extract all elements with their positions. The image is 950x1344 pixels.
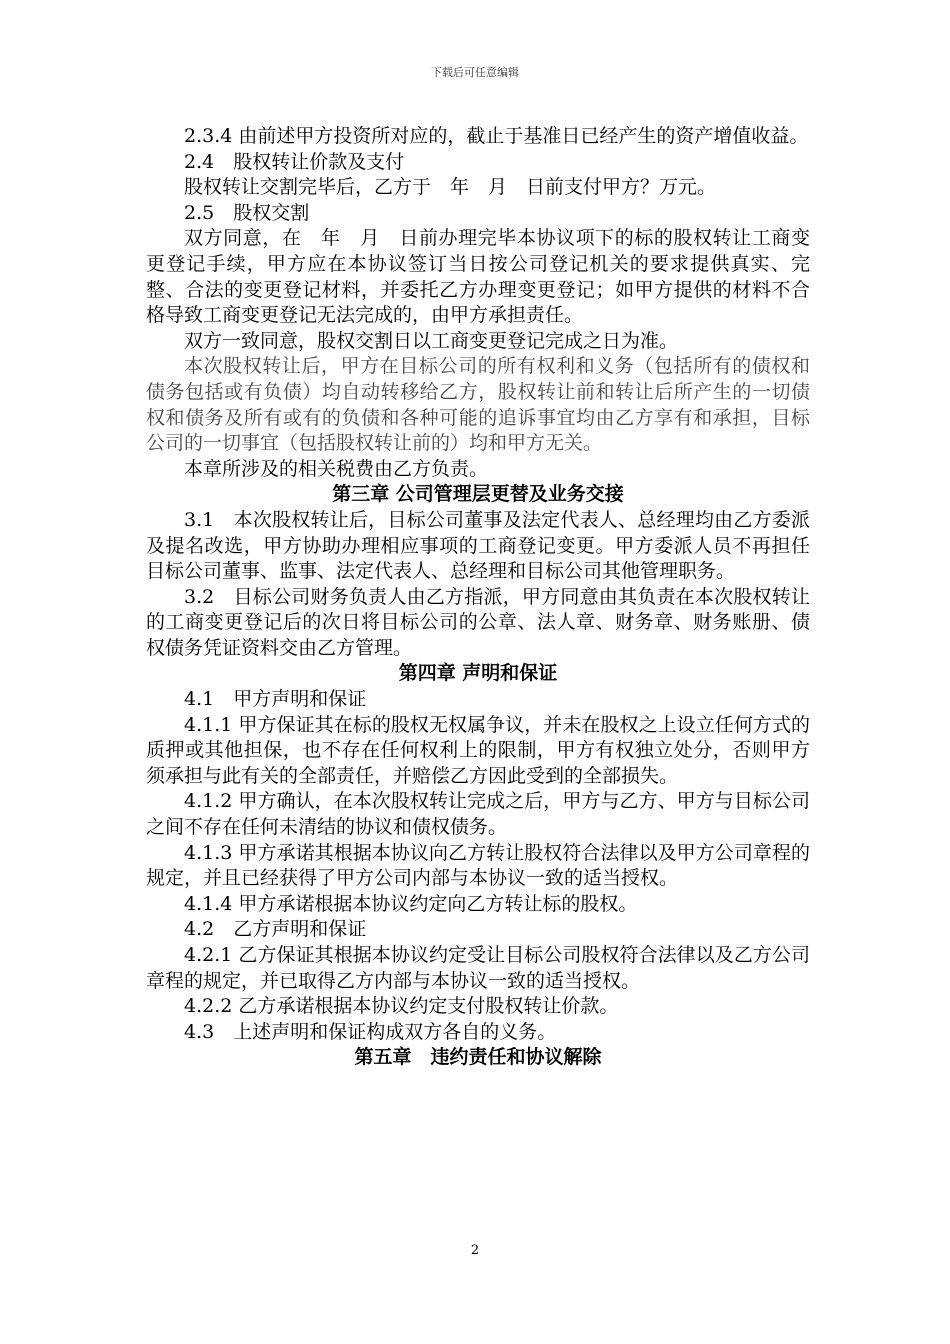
chapter-heading: 第三章 公司管理层更替及业务交接: [332, 483, 624, 506]
paragraph: 4.2.1 乙方保证其根据本协议约定受让目标公司股权符合法律以及乙方公司章程的规定，并已取得乙方内部与本协议一致的适当授权。: [146, 944, 810, 992]
paragraph: 2.3.4 由前述甲方投资所对应的，截止于基准日已经产生的资产增值收益。: [184, 125, 809, 147]
chapter-heading: 第五章 违约责任和协议解除: [354, 1046, 602, 1069]
paragraph: 2.5 股权交割: [184, 201, 310, 224]
paragraph: 4.1.2 甲方确认，在本次股权转让完成之后，甲方与乙方、甲方与目标公司之间不存在任何未清结的协议和债权债务。: [146, 790, 810, 839]
paragraph: 4.2 乙方声明和保证: [184, 918, 367, 941]
paragraph: 股权转让交割完毕后，乙方于 年 月 日前支付甲方？万元。: [184, 176, 717, 199]
paragraph: 4.1 甲方声明和保证: [184, 688, 367, 711]
paragraph: 4.1.4 甲方承诺根据本协议约定向乙方转让标的股权。: [184, 892, 638, 915]
paragraph: 本章所涉及的相关税费由乙方负责。: [184, 457, 489, 480]
paragraph: 4.2.2 乙方承诺根据本协议约定支付股权转让价款。: [184, 995, 619, 1018]
document-body: [146, 124, 810, 1071]
paragraph: 双方同意，在 年 月 日前办理完毕本协议项下的标的股权转让工商变更登记手续，甲方应在本协议签订当日按公司登记机关的要求提供真实、完整、合法的变更登记材料，并委托乙方办理变更登记；如甲方提供的材料不合格导致工商变更登记无法完成的，由甲方承担责任。: [146, 227, 810, 327]
paragraph: 双方一致同意，股权交割日以工商变更登记完成之日为准。: [184, 329, 679, 352]
page-header-note: 下载后可任意编辑: [431, 66, 519, 79]
paragraph: 4.1.3 甲方承诺其根据本协议向乙方转让股权符合法律以及甲方公司章程的规定，并且已经获得了甲方公司内部与本协议一致的适当授权。: [146, 841, 810, 890]
paragraph: 4.3 上述声明和保证构成双方各自的义务。: [184, 1020, 557, 1043]
page-number: 2: [470, 1243, 480, 1258]
paragraph: 3.2 目标公司财务负责人由乙方指派，甲方同意由其负责在本次股权转让的工商变更登记后的次日将目标公司的公章、法人章、财务章、财务账册、债权债务凭证资料交由乙方管理。: [146, 585, 810, 659]
paragraph: 3.1 本次股权转让后，目标公司董事及法定代表人、总经理均由乙方委派及提名改选，甲方协助办理相应事项的工商登记变更。甲方委派人员不再担任目标公司董事、监事、法定代表人、总经理和目标公司其他管理职务。: [146, 508, 810, 583]
paragraph: 本次股权转让后，甲方在目标公司的所有权利和义务（包括所有的债权和债务包括或有负债）均自动转移给乙方，股权转让前和转让后所产生的一切债权和债务及所有或有的负债和各种可能的追诉事宜均由乙方享有和承担，目标公司的一切事宜（包括股权转让前的）均和甲方无关。: [146, 355, 810, 455]
paragraph: 4.1.1 甲方保证其在标的股权无权属争议，并未在股权之上设立任何方式的质押或其他担保，也不存在任何权利上的限制，甲方有权独立处分，否则甲方须承担与此有关的全部责任，并赔偿乙方因此受到的全部损失。: [146, 713, 810, 787]
paragraph: 2.4 股权转让价款及支付: [184, 150, 405, 173]
chapter-heading: 第四章 声明和保证: [398, 662, 558, 685]
